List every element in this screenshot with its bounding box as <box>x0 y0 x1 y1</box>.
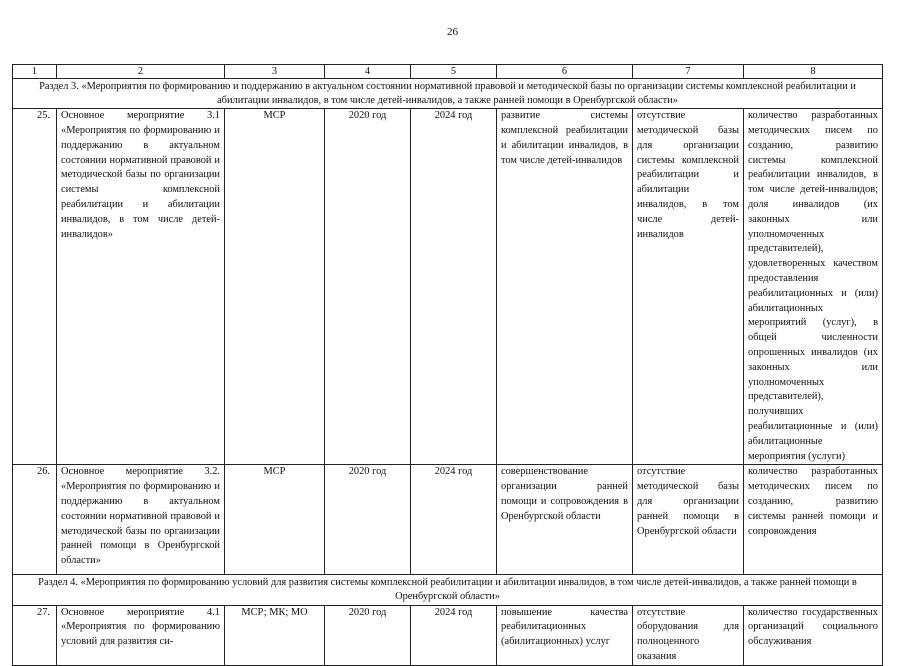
table-row <box>13 109 883 465</box>
table-row <box>13 605 883 665</box>
consequence: отсутствие методической базы для организации ранней помощи в Оренбургской области <box>633 465 744 575</box>
col-header: 3 <box>225 65 325 79</box>
section-4-title: Раздел 4. «Мероприятия по формированию условий для развития системы комплексной реабилитации и абилитации инвалидов, в том числе детей-инвалидов, а также ранней помощи в Оренбургской области» <box>13 575 883 605</box>
executor: МСР <box>225 465 325 575</box>
page-number: 26 <box>447 26 458 38</box>
measures-table <box>12 64 883 666</box>
indicator: количество разработанных методических писем по созданию, развитию системы комплексной реабилитации инвалидов, в том числе детей-инвалидов; доля инвалидов (их законных или уполномоченных представителей), удовлетворенных качеством предоставления реабилитационных и (или) абилитационных мероприятий (услуг), в общей численности опрошенных инвалидов (их законных или уполномоченных представителей), получивших реабилитационные и (или) абилитационные мероприятия (услуги) <box>744 109 883 465</box>
end-year: 2024 год <box>411 605 497 665</box>
col-header: 8 <box>744 65 883 79</box>
indicator: количество государственных организаций социального обслуживания <box>744 605 883 665</box>
measure-name: Основное мероприятие 4.1 «Мероприятия по формированию условий для развития си- <box>57 605 225 665</box>
col-header: 6 <box>497 65 633 79</box>
indicator: количество разработанных методических писем по созданию, развитию системы ранней помощи и сопровождения <box>744 465 883 575</box>
measure-name: Основное мероприятие 3.1 «Мероприятия по формированию и поддержанию в актуальном состоянии нормативной правовой и методической базы по организации системы комплексной реабилитации и абилитации инвалидов, в том числе детей-инвалидов» <box>57 109 225 465</box>
expected-result: развитие системы комплексной реабилитации и абилитации инвалидов, в том числе детей-инвалидов <box>497 109 633 465</box>
section-3-title: Раздел 3. «Мероприятия по формированию и поддержанию в актуальном состоянии нормативной правовой и методической базы по организации системы комплексной реабилитации и абилитации инвалидов, в том числе детей-инвалидов, а также ранней помощи в Оренбургской области» <box>13 79 883 109</box>
start-year: 2020 год <box>325 109 411 465</box>
col-header: 4 <box>325 65 411 79</box>
start-year: 2020 год <box>325 465 411 575</box>
col-header: 1 <box>13 65 57 79</box>
executor: МСР; МК; МО <box>225 605 325 665</box>
col-header: 7 <box>633 65 744 79</box>
end-year: 2024 год <box>411 465 497 575</box>
measure-name: Основное мероприятие 3.2. «Мероприятия по формированию и поддержанию в актуальном состоянии нормативной правовой и методической базы по организации ранней помощи в Оренбургской области» <box>57 465 225 575</box>
end-year: 2024 год <box>411 109 497 465</box>
section-row <box>13 575 883 605</box>
section-row <box>13 79 883 109</box>
consequence: отсутствие методической базы для организации системы комплексной реабилитации и абилитации инвалидов, в том числе детей-инвалидов <box>633 109 744 465</box>
col-header: 2 <box>57 65 225 79</box>
col-header: 5 <box>411 65 497 79</box>
executor: МСР <box>225 109 325 465</box>
row-number: 25. <box>13 109 57 465</box>
row-number: 26. <box>13 465 57 575</box>
expected-result: повышение качества реабилитационных (абилитационных) услуг <box>497 605 633 665</box>
column-number-row <box>13 65 883 79</box>
expected-result: совершенствование организации ранней помощи и сопровождения в Оренбургской области <box>497 465 633 575</box>
row-number: 27. <box>13 605 57 665</box>
table-row <box>13 465 883 575</box>
consequence: отсутствие оборудования для полноценного оказания <box>633 605 744 665</box>
start-year: 2020 год <box>325 605 411 665</box>
